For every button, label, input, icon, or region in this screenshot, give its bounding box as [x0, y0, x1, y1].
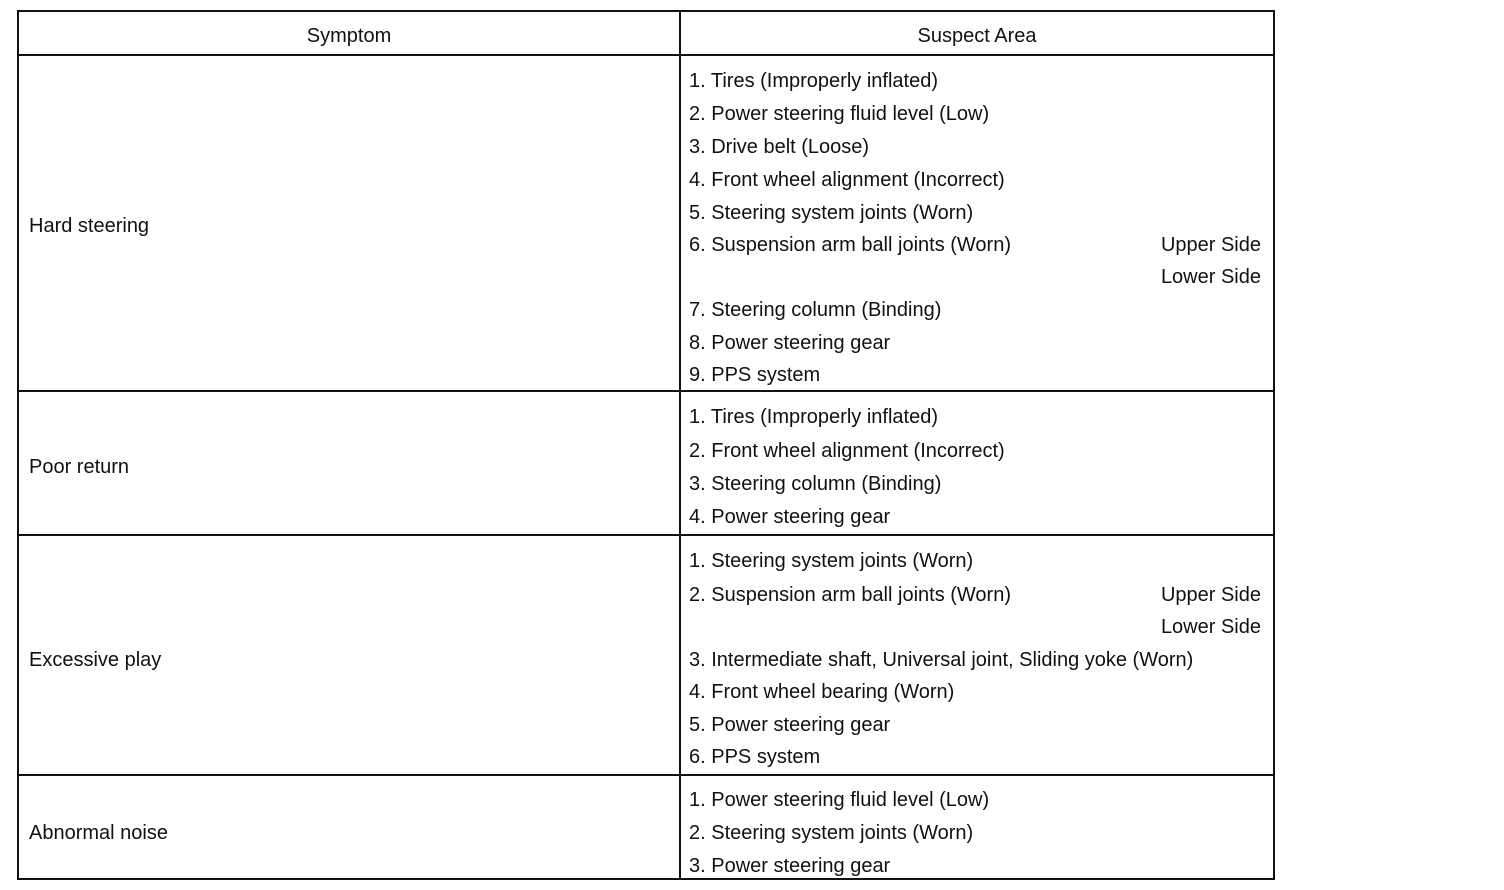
side-label-upper: Upper Side [1160, 584, 1261, 606]
suspect-item: 4. Power steering gear [689, 506, 891, 528]
header-divider [19, 54, 1273, 56]
suspect-item: 5. Steering system joints (Worn) [689, 202, 974, 224]
side-label-upper: Upper Side [1160, 234, 1261, 256]
symptom-hard-steering: Hard steering [29, 215, 150, 237]
symptom-abnormal-noise: Abnormal noise [29, 822, 168, 844]
row-divider [19, 774, 1273, 776]
troubleshooting-table [17, 10, 1275, 880]
suspect-item: 9. PPS system [689, 364, 821, 386]
suspect-item: 2. Front wheel alignment (Incorrect) [689, 440, 1005, 462]
suspect-item: 5. Power steering gear [689, 714, 891, 736]
suspect-item: 1. Tires (Improperly inflated) [689, 70, 938, 92]
header-suspect-area: Suspect Area [917, 25, 1037, 47]
suspect-item: 4. Front wheel bearing (Worn) [689, 681, 955, 703]
suspect-item: 6. Suspension arm ball joints (Worn) [689, 234, 1011, 256]
row-divider [19, 534, 1273, 536]
suspect-item: 7. Steering column (Binding) [689, 299, 942, 321]
suspect-item: 3. Intermediate shaft, Universal joint, Sliding yoke (Worn) [689, 649, 1194, 671]
suspect-item: 1. Steering system joints (Worn) [689, 550, 974, 572]
side-label-lower: Lower Side [1160, 616, 1261, 638]
suspect-item: 8. Power steering gear [689, 332, 891, 354]
row-divider [19, 390, 1273, 392]
symptom-excessive-play: Excessive play [29, 649, 162, 671]
suspect-item: 3. Drive belt (Loose) [689, 136, 870, 158]
suspect-item: 6. PPS system [689, 746, 821, 768]
suspect-item: 1. Tires (Improperly inflated) [689, 406, 938, 428]
side-label-lower: Lower Side [1160, 266, 1261, 288]
suspect-item: 1. Power steering fluid level (Low) [689, 789, 990, 811]
suspect-item: 3. Power steering gear [689, 855, 891, 877]
header-symptom: Symptom [306, 25, 392, 47]
suspect-item: 2. Suspension arm ball joints (Worn) [689, 584, 1011, 606]
suspect-item: 3. Steering column (Binding) [689, 473, 942, 495]
symptom-poor-return: Poor return [29, 456, 130, 478]
column-divider [679, 12, 681, 878]
suspect-item: 2. Steering system joints (Worn) [689, 822, 974, 844]
suspect-item: 2. Power steering fluid level (Low) [689, 103, 990, 125]
suspect-item: 4. Front wheel alignment (Incorrect) [689, 169, 1005, 191]
